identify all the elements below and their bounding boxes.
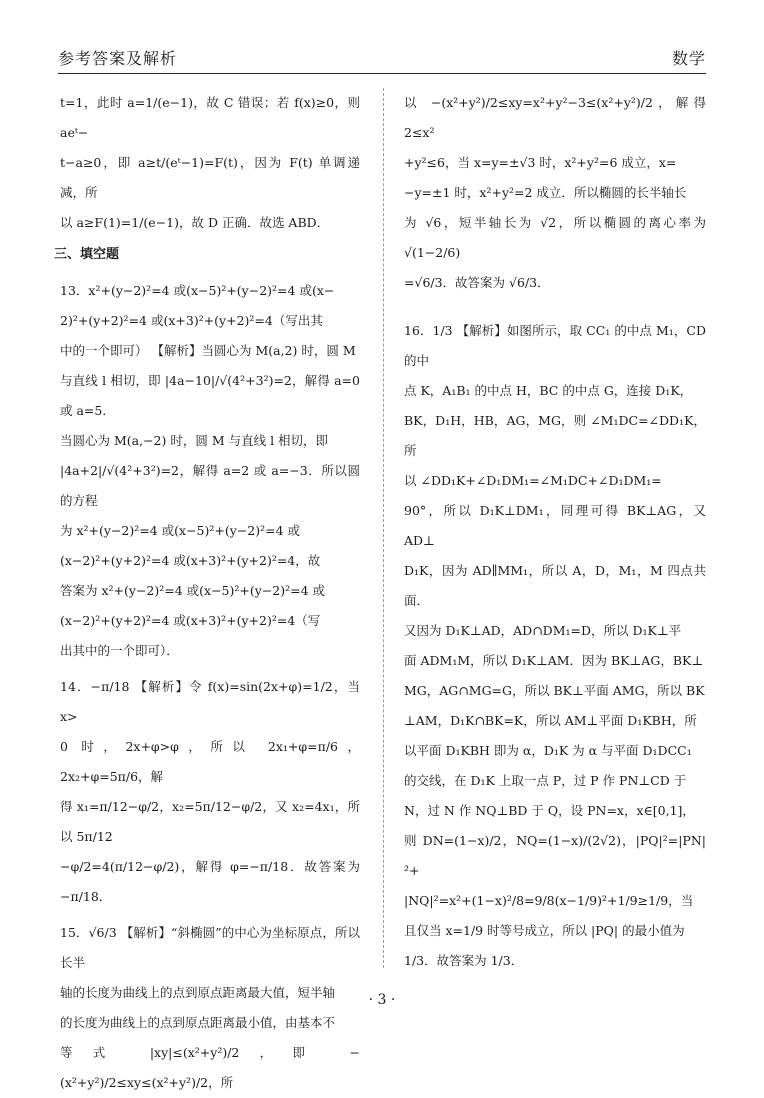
text-line: 则 DN=(1−x)/2，NQ=(1−x)/(2√2)，|PQ|²=|PN|²+ xyxy=(404,833,706,878)
text-line: 当圆心为 M(a,−2) 时，圆 M 与直线 l 相切，即 xyxy=(60,433,329,448)
text-line: 以平面 D₁KBH 即为 α，D₁K 为 α 与平面 D₁DCC₁ xyxy=(404,743,692,758)
text-line: BK，D₁H，HB，AG，MG，则 ∠M₁DC=∠DD₁K，所 xyxy=(404,413,706,458)
text-line: |4a+2|/√(4²+3²)=2，解得 a=2 或 a=−3．所以圆的方程 xyxy=(60,463,360,508)
text-line: (x−2)²+(y+2)²=4 或(x+3)²+(y+2)²=4，故 xyxy=(60,553,321,568)
text-line: 的长度为曲线上的点到原点距离最小值，由基本不 xyxy=(60,1015,336,1030)
text-line: t−a≥0，即 a≥t/(eᵗ−1)=F(t)，因为 F(t) 单调递减，所 xyxy=(60,155,360,200)
page-number: · 3 · xyxy=(368,992,396,1008)
text-line: 得 x₁=π/12−φ/2，x₂=5π/12−φ/2，又 x₂=4x₁，所以 5π/12 xyxy=(60,799,360,844)
text-line: 以 ∠DD₁K+∠D₁DM₁=∠M₁DC+∠D₁DM₁= xyxy=(404,473,662,488)
text-line: N，过 N 作 NQ⊥BD 于 Q，设 PN=x，x∈[0,1]， xyxy=(404,803,695,818)
question-16 xyxy=(404,316,706,976)
text-line: −φ/2=4(π/12−φ/2)，解得 φ=−π/18．故答案为 −π/18． xyxy=(60,859,360,904)
column-divider xyxy=(383,88,384,968)
text-line: 90°，所以 D₁K⊥DM₁，同理可得 BK⊥AG，又 AD⊥ xyxy=(404,503,706,548)
text-line: 的交线，在 D₁K 上取一点 P，过 P 作 PN⊥CD 于 xyxy=(404,773,687,788)
text-line: 为 √6，短半轴长为 √2，所以椭圆的离心率为 √(1−2/6) xyxy=(404,215,706,260)
text-line: 轴的长度为曲线上的点到原点距离最大值，短半轴 xyxy=(60,985,336,1000)
text-line: 0 时，2x+φ>φ，所以 2x₁+φ=π/6，2x₂+φ=5π/6，解 xyxy=(60,739,360,784)
header-subject: 数学 xyxy=(671,49,706,68)
right-column xyxy=(404,88,706,976)
text-line: =√6/3．故答案为 √6/3． xyxy=(404,275,550,290)
text-line: 1/3．故答案为 1/3． xyxy=(404,953,524,968)
text-line: 15．√6/3 【解析】“斜椭圆”的中心为坐标原点，所以长半 xyxy=(60,925,360,970)
text-line: 且仅当 x=1/9 时等号成立，所以 |PQ| 的最小值为 xyxy=(404,923,685,938)
text-line: 答案为 x²+(y−2)²=4 或(x−5)²+(y−2)²=4 或 xyxy=(60,583,326,598)
page-header xyxy=(58,40,706,74)
text-line: |NQ|²=x²+(1−x)²/8=9/8(x−1/9)²+1/9≥1/9，当 xyxy=(404,893,694,908)
text-line: 出其中的一个即可）． xyxy=(60,643,179,658)
header-title: 参考答案及解析 xyxy=(58,49,178,68)
text-line: +y²≤6，当 x=y=±√3 时，x²+y²=6 成立，x= xyxy=(404,155,677,170)
text-line: 14．−π/18 【解析】令 f(x)=sin(2x+φ)=1/2，当 x> xyxy=(60,679,360,724)
text-line: −y=±1 时，x²+y²=2 成立．所以椭圆的长半轴长 xyxy=(404,185,687,200)
text-line: 又因为 D₁K⊥AD，AD∩DM₁=D，所以 D₁K⊥平 xyxy=(404,623,682,638)
section-title: 三、填空题 xyxy=(54,247,120,262)
text-line: 等式 |xy|≤(x²+y²)/2，即 −(x²+y²)/2≤xy≤(x²+y²)/2，所 xyxy=(60,1045,360,1090)
text-line: 为 x²+(y−2)²=4 或(x−5)²+(y−2)²=4 或 xyxy=(60,523,301,538)
text-line: 面 ADM₁M，所以 D₁K⊥AM．因为 BK⊥AG，BK⊥ xyxy=(404,653,704,668)
left-column xyxy=(54,88,360,1098)
text-line: 13．x²+(y−2)²=4 或(x−5)²+(y−2)²=4 或(x− xyxy=(60,283,335,298)
text-line: 16．1/3 【解析】如图所示，取 CC₁ 的中点 M₁，CD 的中 xyxy=(404,323,706,368)
text-line: ⊥AM，D₁K∩BK=K，所以 AM⊥平面 D₁KBH，所 xyxy=(404,713,697,728)
text-line: 2)²+(y+2)²=4 或(x+3)²+(y+2)²=4（写出其 xyxy=(60,313,323,328)
question-15 xyxy=(60,918,360,1098)
question-14 xyxy=(60,672,360,912)
text-line: 点 K，A₁B₁ 的中点 H，BC 的中点 G，连接 D₁K， xyxy=(404,383,693,398)
text-line: 与直线 l 相切，即 |4a−10|/√(4²+3²)=2，解得 a=0 或 a=5． xyxy=(60,373,360,418)
text-line: t=1，此时 a=1/(e−1)，故 C 错误；若 f(x)≥0，则 aeᵗ− xyxy=(60,95,360,140)
text-line: MG，AG∩MG=G，所以 BK⊥平面 AMG，所以 BK xyxy=(404,683,705,698)
text-line: D₁K，因为 AD∥MM₁，所以 A，D，M₁，M 四点共面． xyxy=(404,563,706,608)
text-line: 中的一个即可） 【解析】当圆心为 M(a,2) 时，圆 M xyxy=(60,343,356,358)
text-line: 以 −(x²+y²)/2≤xy=x²+y²−3≤(x²+y²)/2，解得 2≤x² xyxy=(404,95,706,140)
text-line: 以 a≥F(1)=1/(e−1)，故 D 正确．故选 ABD． xyxy=(60,215,330,230)
text-line: (x−2)²+(y+2)²=4 或(x+3)²+(y+2)²=4（写 xyxy=(60,613,321,628)
question-13 xyxy=(60,276,360,666)
